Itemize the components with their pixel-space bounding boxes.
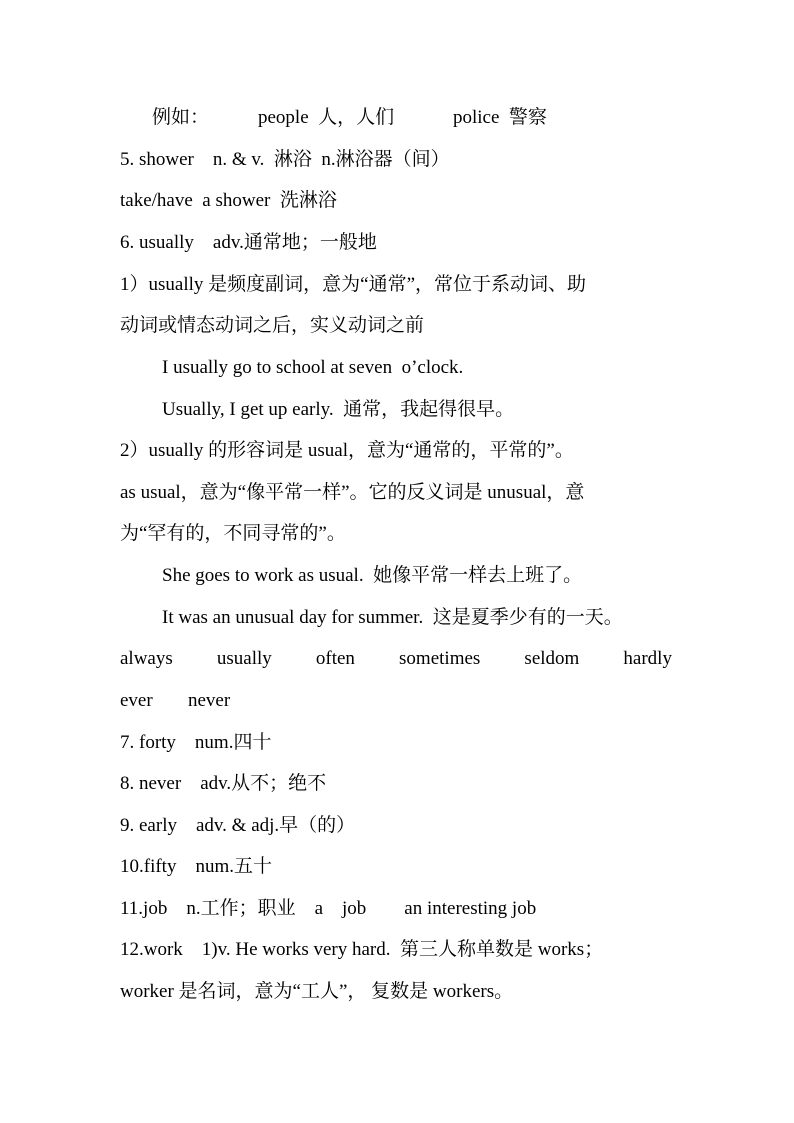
example-word-people: people 人，人们 (258, 107, 395, 128)
item-11-job: 11.job n.工作；职业 a job an interesting job (120, 898, 537, 919)
item-5-shower: 5. shower n. & v. 淋浴 n.淋浴器（间） (120, 149, 450, 170)
example-sentence-1: I usually go to school at seven o’clock. (162, 357, 464, 378)
freq-word: sometimes (399, 648, 481, 669)
item-12-work-line-1: 12.work 1)v. He works very hard. 第三人称单数是 works； (120, 939, 604, 960)
frequency-adverbs-row (120, 646, 672, 672)
item-6-note-1-line-1: 1）usually 是频度副词，意为“通常”，常位于系动词、助 (120, 274, 587, 295)
freq-word: usually (216, 648, 272, 669)
example-sentence-3: She goes to work as usual. 她像平常一样去上班了。 (162, 565, 583, 586)
item-6-note-1-line-2: 动词或情态动词之后，实义动词之前 (120, 315, 425, 336)
freq-word: seldom (524, 648, 580, 669)
example-label: 例如： (152, 107, 210, 128)
item-10-fifty: 10.fifty num.五十 (120, 856, 272, 877)
item-7-forty: 7. forty num.四十 (120, 732, 272, 753)
item-6-note-2: 2）usually 的形容词是 usual，意为“通常的，平常的”。 (120, 440, 574, 461)
freq-word: ever (120, 690, 153, 711)
freq-word: often (315, 648, 355, 669)
item-6-note-3-line-2: 为“罕有的，不同寻常的”。 (120, 523, 346, 544)
item-9-early: 9. early adv. & adj.早（的） (120, 815, 356, 836)
freq-word: always (120, 648, 173, 669)
item-6-usually: 6. usually adv.通常地；一般地 (120, 232, 377, 253)
item-8-never: 8. never adv.从不；绝不 (120, 773, 327, 794)
example-sentence-2: Usually, I get up early. 通常，我起得很早。 (162, 399, 515, 420)
freq-word: never (188, 690, 231, 711)
item-6-note-3-line-1: as usual，意为“像平常一样”。它的反义词是 unusual，意 (120, 482, 585, 503)
item-5-phrase: take/have a shower 洗淋浴 (120, 190, 337, 211)
example-word-police: police 警察 (453, 107, 547, 128)
freq-word: hardly (623, 648, 672, 669)
example-sentence-4: It was an unusual day for summer. 这是夏季少有的一天。 (162, 607, 623, 628)
item-12-work-line-2: worker 是名词，意为“工人”， 复数是 workers。 (120, 981, 514, 1002)
